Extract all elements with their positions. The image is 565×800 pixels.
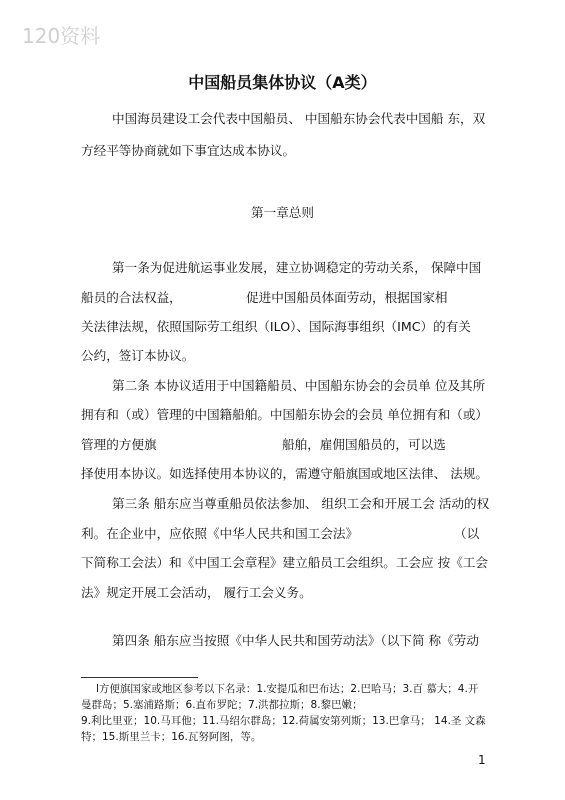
footnote-line-4: 特；15.斯里兰卡；16.瓦努阿图，等。 [81, 731, 262, 743]
article-3-line-2a: 利。在企业中，应依照《中华人民共和国工会法》 [81, 526, 359, 541]
article-2-line-1: 第二条 本协议适用于中国籍船员、中国船东协会的会员单 位及其所 [112, 378, 486, 393]
article-2-line-4: 择使用本协议。如选择使用本协议的，需遵守船旗国或地区法律、 法规。 [81, 466, 489, 481]
article-2-line-2: 拥有和（或）管理的中国籍船舶。中国船东协会的会员 单位拥有和（或） [81, 407, 489, 422]
article-1-line-2a: 船员的合法权益， [81, 290, 182, 305]
article-3-line-2b: （以 [454, 526, 480, 541]
intro-line-1: 中国海员建设工会代表中国船员、 中国船东协会代表中国船 东，双 [112, 111, 486, 126]
article-1-line-4: 公约，签订本协议。 [81, 348, 195, 363]
article-3-line-1: 第三条 船东应当尊重船员依法参加、 组织工会和开展工会 活动的权 [112, 496, 490, 511]
article-2-line-3a: 管理的方便旗 [81, 437, 157, 452]
chapter-heading: 第一章总则 [251, 205, 314, 220]
intro-line-2: 方经平等协商就如下事宜达成本协议。 [81, 143, 296, 158]
footnote-separator [81, 677, 198, 678]
page-number: 1 [478, 753, 486, 767]
watermark: 120资料 [22, 24, 101, 48]
footnote-line-3: 9.利比里亚；10.马耳他；11.马绍尔群岛；12.荷属安第列斯；13.巴拿马； 14.圣 文森 [81, 715, 486, 727]
article-1-line-3: 关法律法规，依照国际劳工组织（ILO）、国际海事组织（IMC）的有关 [81, 319, 471, 334]
article-4-line-1: 第四条 船东应当按照《中华人民共和国劳动法》（以下简 称《劳动 [112, 633, 479, 648]
article-2-line-3b: 船舶，雇佣国船员的，可以选 [282, 437, 446, 452]
article-1-line-1: 第一条为促进航运事业发展，建立协调稳定的劳动关系， 保障中国 [112, 260, 482, 275]
footnote-line-1: l方便旗国家或地区参考以下名录：1.安提瓜和巴布达；2.巴哈马；3.百 慕大；4.开 [96, 683, 479, 695]
document-title: 中国船员集体协议（A类） [188, 73, 377, 92]
article-3-line-4: 法》规定开展工会活动， 履行工会义务。 [81, 585, 312, 600]
article-1-line-2b: 促进中国船员体面劳动，根据国家相 [246, 290, 448, 305]
footnote-line-2: 曼群岛；5.塞浦路斯；6.直布罗陀；7.洪都拉斯；8.黎巴嫩； [81, 699, 363, 711]
article-3-line-3: 下简称工会法）和《中国工会章程》建立船员工会组织。工会应 按《工会 [81, 555, 489, 570]
